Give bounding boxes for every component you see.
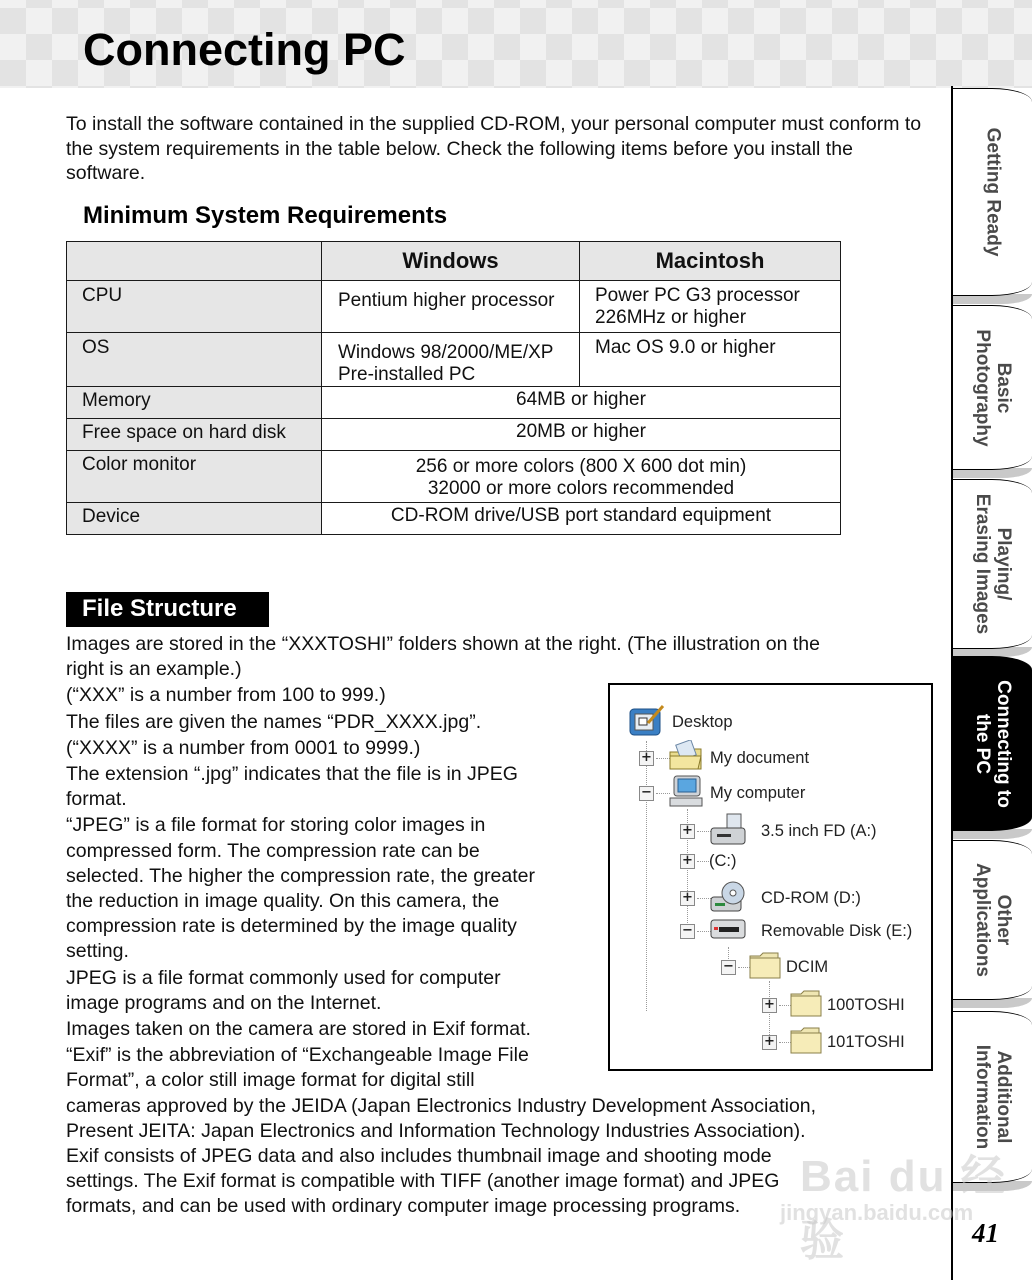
expand-icon[interactable]: + (680, 891, 695, 906)
cell-line: 256 or more colors (800 X 600 dot min) (415, 456, 747, 477)
desktop-icon (628, 703, 666, 742)
tab-label-line: Photography (971, 328, 993, 447)
tree-node-my-computer[interactable] (639, 776, 805, 810)
tab-other-applications[interactable] (953, 840, 1032, 1000)
tree-label: Desktop (672, 712, 733, 731)
expand-icon[interactable]: + (639, 751, 654, 766)
computer-icon (668, 774, 704, 813)
text-line: right is an example.) (66, 658, 242, 681)
table-row (67, 281, 841, 333)
text-line: compressed form. The compression rate can be (66, 839, 480, 862)
tab-getting-ready[interactable] (953, 88, 1032, 296)
tree-label: 101TOSHI (827, 1032, 905, 1051)
tree-node-floppy-a[interactable] (680, 814, 877, 848)
folder-tree-illustration (608, 683, 933, 1071)
row-label: CPU (67, 281, 322, 333)
row-label: Free space on hard disk (67, 419, 322, 451)
tab-body (953, 840, 1032, 1000)
row-label: Color monitor (67, 451, 322, 503)
tab-label-line: the PC (971, 713, 993, 774)
text-line: image programs and on the Internet. (66, 991, 382, 1014)
tab-body (953, 479, 1032, 649)
my-documents-folder-icon (668, 740, 704, 777)
table-row (67, 419, 841, 451)
tab-label-line: Basic (992, 362, 1014, 413)
expand-icon[interactable]: + (680, 824, 695, 839)
table-row (67, 333, 841, 387)
tab-label (972, 680, 1014, 808)
tab-body (953, 305, 1032, 470)
tab-label-line: Getting Ready (982, 127, 1003, 257)
tab-additional-information[interactable] (953, 1011, 1032, 1183)
tab-label (972, 1045, 1014, 1150)
tree-label: (C:) (709, 851, 737, 870)
text-line: JPEG is a file format commonly used for computer (66, 966, 501, 989)
text-line: the reduction in image quality. On this camera, the (66, 890, 500, 913)
tree-label: 3.5 inch FD (A:) (761, 821, 877, 840)
tab-label-line: Applications (971, 862, 993, 978)
table-row (67, 387, 841, 419)
text-line: settings. The Exif format is compatible with TIFF (another image format) and JPEG (66, 1170, 780, 1193)
tree-node-desktop[interactable] (628, 705, 733, 739)
collapse-icon[interactable]: − (680, 924, 695, 939)
text-line: Format”, a color still image format for digital still (66, 1069, 475, 1092)
tab-label-line: Information (971, 1044, 993, 1150)
text-line: formats, and can be used with ordinary computer image processing programs. (66, 1195, 741, 1218)
text-line: Images are stored in the “XXXTOSHI” folders shown at the right. (The illustration on the (66, 633, 820, 655)
collapse-icon[interactable]: − (639, 786, 654, 801)
cell-text: Mac OS 9.0 or higher (595, 337, 776, 358)
tree-label: My document (710, 748, 810, 767)
text-line: (“XXXX” is a number from 0001 to 9999.) (66, 736, 421, 759)
expand-icon[interactable]: + (762, 1035, 777, 1050)
cell-line: Windows 98/2000/ME/XP (338, 342, 554, 363)
cell-line: 226MHz or higher (595, 307, 747, 328)
table-row (67, 503, 841, 535)
tree-node-cd-rom-d[interactable] (680, 881, 861, 915)
page-title: Connecting PC (83, 24, 406, 75)
text-line: format. (66, 788, 127, 811)
windows-value (322, 333, 580, 387)
tree-node-101toshi[interactable] (762, 1025, 905, 1059)
tab-label-line: Connecting to (992, 679, 1014, 808)
text-line: The files are given the names “PDR_XXXX.jpg”. (66, 710, 482, 733)
tab-body (953, 88, 1032, 296)
tree-node-100toshi[interactable] (762, 988, 905, 1022)
cell-text: Pentium higher processor (338, 290, 555, 311)
folder-icon (789, 988, 823, 1023)
tree-node-removable-disk-e[interactable] (680, 914, 912, 948)
folder-icon (789, 1025, 823, 1060)
tab-playing-erasing-images[interactable] (953, 479, 1032, 649)
tab-body (953, 656, 1032, 831)
row-label: Memory (67, 387, 322, 419)
tab-basic-photography[interactable] (953, 305, 1032, 470)
removable-disk-icon (709, 916, 747, 947)
cell-line: Power PC G3 processor (595, 285, 800, 306)
intro-paragraph: To install the software contained in the supplied CD-ROM, your personal computer must conform to the system requirements in the table below. Check the following items before you install the software. (66, 113, 922, 184)
column-header-blank (67, 242, 322, 281)
text-line: selected. The higher the compression rate, the greater (66, 864, 535, 887)
tab-label (982, 128, 1003, 257)
page-number: 41 (972, 1218, 999, 1248)
tree-node-drive-c[interactable] (680, 844, 737, 878)
table-row (67, 451, 841, 503)
tree-label: Removable Disk (E:) (761, 921, 913, 940)
tab-label-line: Other (992, 894, 1014, 946)
shared-value (322, 451, 841, 503)
tab-label (972, 863, 1014, 977)
text-line: (“XXX” is a number from 100 to 999.) (66, 684, 386, 707)
tab-label-line: Additional (992, 1050, 1014, 1144)
cd-rom-drive-icon (709, 879, 747, 918)
text-line: Exif consists of JPEG data and also includes thumbnail image and shooting mode (66, 1145, 772, 1168)
watermark-brand: Bai du 经验 (800, 1152, 1007, 1265)
expand-icon[interactable]: + (680, 854, 695, 869)
folder-icon (748, 950, 782, 985)
column-header-macintosh: Macintosh (580, 242, 841, 281)
tree-label: My computer (710, 783, 806, 802)
tab-connecting-to-the-pc[interactable] (953, 656, 1032, 831)
text-line: compression rate is determined by the image quality (66, 915, 517, 938)
collapse-icon[interactable]: − (721, 960, 736, 975)
tree-label: DCIM (786, 957, 829, 976)
text-line: setting. (66, 940, 129, 963)
text-line: cameras approved by the JEIDA (Japan Electronics Industry Development Association, (66, 1094, 817, 1117)
requirements-table (66, 241, 841, 535)
mac-value (580, 281, 841, 333)
shared-value: CD-ROM drive/USB port standard equipment (322, 503, 841, 535)
watermark-url: jingyan.baidu.com (780, 1200, 974, 1225)
cell-line: 32000 or more colors recommended (427, 478, 735, 499)
tab-label (972, 329, 1014, 446)
text-line: Present JEITA: Japan Electronics and Information Technology Industries Association). (66, 1119, 806, 1142)
row-label: Device (67, 503, 322, 535)
windows-value (322, 281, 580, 333)
tab-body (953, 1011, 1032, 1183)
cell-line: Pre-installed PC (338, 364, 476, 385)
expand-icon[interactable]: + (762, 998, 777, 1013)
tree-node-my-document[interactable] (639, 741, 809, 775)
file-structure-heading: File Structure (66, 592, 269, 627)
shared-value: 64MB or higher (322, 387, 841, 419)
tab-label-line: Playing/ (992, 527, 1014, 601)
tree-node-dcim[interactable] (721, 950, 828, 984)
text-line: “JPEG” is a file format for storing color images in (66, 814, 486, 837)
table-header-row (67, 242, 841, 281)
column-header-windows: Windows (322, 242, 580, 281)
tree-label: 100TOSHI (827, 995, 905, 1014)
requirements-heading: Minimum System Requirements (83, 202, 448, 229)
mac-value (580, 333, 841, 387)
text-line: “Exif” is the abbreviation of “Exchangeable Image File (66, 1044, 529, 1067)
tab-label-line: Erasing Images (971, 493, 993, 635)
row-label: OS (67, 333, 322, 387)
shared-value: 20MB or higher (322, 419, 841, 451)
text-line: The extension “.jpg” indicates that the file is in JPEG (66, 763, 518, 786)
text-line: Images taken on the camera are stored in Exif format. (66, 1018, 531, 1041)
tree-label: CD-ROM (D:) (761, 888, 861, 907)
tab-label (972, 494, 1014, 634)
